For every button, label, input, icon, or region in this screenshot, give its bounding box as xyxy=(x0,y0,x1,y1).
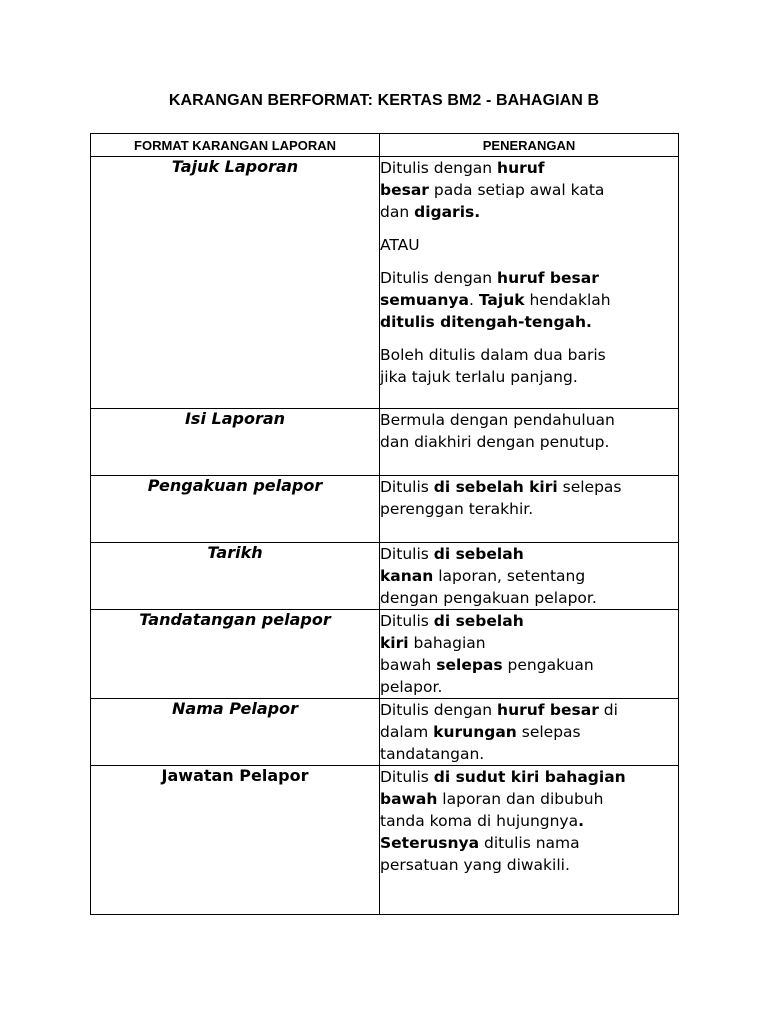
table-row xyxy=(91,766,679,915)
row-description xyxy=(380,409,679,476)
row-label: Tajuk Laporan xyxy=(91,157,380,409)
row-label: Pengakuan pelapor xyxy=(91,476,380,543)
table-row xyxy=(91,699,679,766)
emphasis-text: kurungan xyxy=(433,723,517,741)
row-description xyxy=(380,476,679,543)
emphasis-text: digaris. xyxy=(414,203,481,221)
row-description xyxy=(380,610,679,699)
row-label: Jawatan Pelapor xyxy=(91,766,380,915)
description-paragraph: Boleh ditulis dalam dua baris jika tajuk terlalu panjang. xyxy=(380,346,606,386)
row-label: Tandatangan pelapor xyxy=(91,610,380,699)
description-paragraph: ATAU xyxy=(380,236,420,254)
emphasis-text: selepas xyxy=(436,656,503,674)
column-header-penerangan: PENERANGAN xyxy=(380,134,679,157)
description-paragraph: Ditulis di sudut kiri bahagian bawah laporan dan dibubuh tanda koma di hujungnya. Seterusnya ditulis nama persatuan yang diwakili. xyxy=(380,768,626,874)
emphasis-text: . xyxy=(578,812,584,830)
row-description xyxy=(380,157,679,409)
emphasis-text: kanan xyxy=(380,567,434,585)
table-row xyxy=(91,543,679,610)
emphasis-text: ditulis ditengah-tengah. xyxy=(380,313,592,331)
emphasis-text: di sudut kiri bahagian xyxy=(433,768,626,786)
description-paragraph: Bermula dengan pendahuluan dan diakhiri dengan penutup. xyxy=(380,411,615,451)
table-row xyxy=(91,157,679,409)
emphasis-text: Tajuk xyxy=(478,291,525,309)
emphasis-text: huruf besar xyxy=(497,269,599,287)
emphasis-text: di sebelah xyxy=(433,612,524,630)
emphasis-text: di sebelah xyxy=(433,545,524,563)
emphasis-text: Seterusnya xyxy=(380,834,480,852)
row-label: Tarikh xyxy=(91,543,380,610)
emphasis-text: huruf besar xyxy=(497,701,599,719)
emphasis-text: semuanya xyxy=(380,291,469,309)
row-description xyxy=(380,766,679,915)
emphasis-text: bawah xyxy=(380,790,438,808)
description-paragraph: Ditulis dengan huruf besar semuanya. Tajuk hendaklah ditulis ditengah-tengah. xyxy=(380,269,611,331)
row-description xyxy=(380,699,679,766)
row-label: Isi Laporan xyxy=(91,409,380,476)
description-paragraph: Ditulis di sebelah kanan laporan, setentang dengan pengakuan pelapor. xyxy=(380,545,597,607)
table-row xyxy=(91,409,679,476)
description-paragraph: Ditulis dengan huruf besar di dalam kurungan selepas tandatangan. xyxy=(380,701,618,763)
description-paragraph: Ditulis di sebelah kiri bahagian bawah selepas pengakuan pelapor. xyxy=(380,612,594,696)
row-label: Nama Pelapor xyxy=(91,699,380,766)
description-paragraph: Ditulis dengan huruf besar pada setiap awal kata dan digaris. xyxy=(380,159,605,221)
format-table xyxy=(90,133,679,915)
table-header-row xyxy=(91,134,679,157)
emphasis-text: kiri xyxy=(380,634,409,652)
emphasis-text: besar xyxy=(380,181,429,199)
description-paragraph: Ditulis di sebelah kiri selepas perenggan terakhir. xyxy=(380,478,622,518)
row-description xyxy=(380,543,679,610)
column-header-format: FORMAT KARANGAN LAPORAN xyxy=(91,134,380,157)
table-row xyxy=(91,610,679,699)
table-row xyxy=(91,476,679,543)
document-title: KARANGAN BERFORMAT: KERTAS BM2 - BAHAGIAN B xyxy=(168,92,600,109)
emphasis-text: di sebelah kiri xyxy=(433,478,558,496)
emphasis-text: huruf xyxy=(497,159,545,177)
